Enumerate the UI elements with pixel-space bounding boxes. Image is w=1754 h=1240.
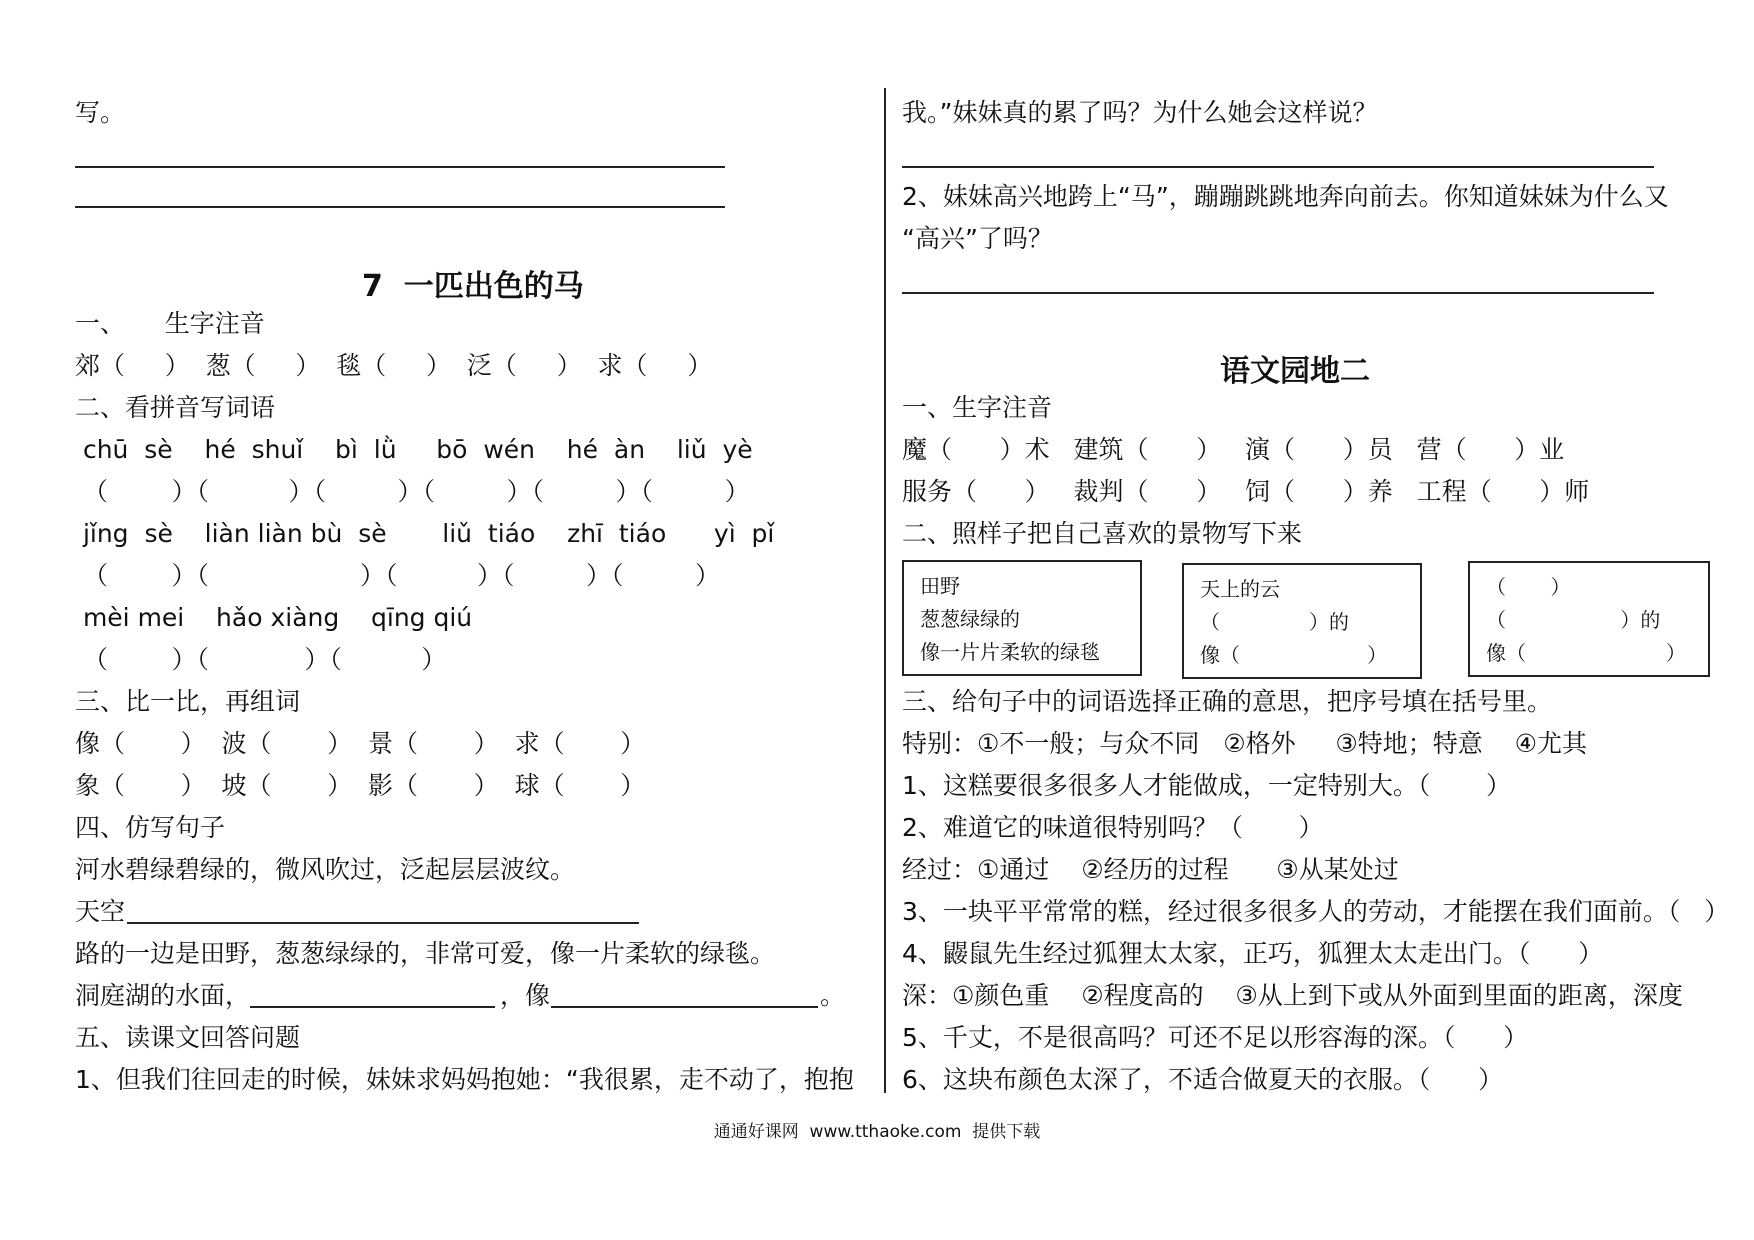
imitate-prompt: 天空 — [75, 897, 126, 926]
example-box — [902, 560, 1142, 676]
definition-row: 经过：①通过 ②经历的过程 ③从某处过 — [902, 855, 1399, 884]
box-text: 田野 — [920, 574, 960, 598]
box-text: 葱葱绿绿的 — [920, 607, 1020, 631]
imitate-prompt: 。 — [820, 981, 846, 1010]
section-heading: 一、生字注音 — [902, 393, 1053, 422]
fill-box — [1182, 563, 1422, 679]
question-text: 1、但我们往回走的时候，妹妹求妈妈抱她：“我很累，走不动了，抱抱 — [75, 1065, 854, 1094]
sentence-item: 3、一块平平常常的糕，经过很多很多人的劳动，才能摆在我们面前。（ ） — [902, 897, 1730, 926]
section-title: 语文园地二 — [1220, 354, 1370, 389]
sentence-item: 5、千丈，不是很高吗？可还不足以形容海的深。（ ） — [902, 1023, 1529, 1052]
fill-box — [1468, 561, 1710, 677]
sentence-item: 6、这块布颜色太深了，不适合做夏天的衣服。（ ） — [902, 1065, 1504, 1094]
answer-line — [250, 1006, 495, 1008]
question-text: 2、妹妹高兴地跨上“马”，蹦蹦跳跳地奔向前去。你知道妹妹为什么又 — [902, 182, 1669, 211]
section-heading: 二、照样子把自己喜欢的景物写下来 — [902, 519, 1303, 548]
pinyin-row: mèi mei hǎo xiàng qīng qiú — [75, 603, 473, 632]
box-text: （ ）的 — [1486, 608, 1661, 632]
blank-row: （ ）（ ）（ ）（ ）（ ）（ ） — [75, 477, 750, 506]
example-sentence: 河水碧绿碧绿的，微风吹过，泛起层层波纹。 — [75, 855, 576, 884]
box-text: 天上的云 — [1200, 577, 1280, 601]
answer-line — [127, 922, 639, 924]
example-sentence: 路的一边是田野，葱葱绿绿的，非常可爱，像一片柔软的绿毯。 — [75, 939, 776, 968]
box-text: 像（ ） — [1486, 641, 1686, 665]
question-text: “高兴”了吗？ — [902, 224, 1053, 253]
compare-row: 象（ ） 坡（ ） 影（ ） 球（ ） — [75, 771, 646, 800]
section-heading: 三、比一比，再组词 — [75, 687, 301, 716]
lesson-title: 7 一匹出色的马 — [362, 269, 584, 304]
box-text: （ ） — [1486, 575, 1571, 599]
pinyin-row: jǐng sè liàn liàn bù sè liǔ tiáo zhī tiáo yì pǐ — [75, 519, 775, 548]
definition-row: 特别：①不一般；与众不同 ②格外 ③特地；特意 ④尤其 — [902, 729, 1588, 758]
character-row: 服务（ ） 裁判（ ） 饲（ ）养 工程（ ）师 — [902, 477, 1590, 506]
page-footer: 通通好课网 www.tthaoke.com 提供下载 — [713, 1122, 1041, 1142]
pinyin-row: chū sè hé shuǐ bì lǜ bō wén hé àn liǔ yè — [75, 435, 753, 464]
blank-row: （ ）（ ）（ ） — [75, 645, 447, 674]
sentence-item: 2、难道它的味道很特别吗？（ ） — [902, 813, 1324, 842]
section-heading: 一、 生字注音 — [75, 309, 265, 338]
column-divider — [884, 88, 886, 1093]
answer-line — [902, 166, 1654, 168]
answer-line — [551, 1006, 818, 1008]
sentence-item: 4、鼹鼠先生经过狐狸太太家，正巧，狐狸太太走出门。（ ） — [902, 939, 1604, 968]
box-text: 像一片片柔软的绿毯 — [920, 640, 1100, 664]
section-heading: 五、读课文回答问题 — [75, 1023, 301, 1052]
imitate-prompt: 洞庭湖的水面， — [75, 981, 251, 1010]
blank-row: （ ）（ ）（ ）（ ）（ ） — [75, 561, 721, 590]
box-text: （ ）的 — [1200, 610, 1350, 634]
sentence-item: 1、这糕要很多很多人才能做成，一定特别大。（ ） — [902, 771, 1512, 800]
question-text: 我。”妹妹真的累了吗？为什么她会这样说？ — [902, 98, 1378, 127]
section-heading: 四、仿写句子 — [75, 813, 226, 842]
answer-line — [75, 166, 725, 168]
section-heading: 三、给句子中的词语选择正确的意思，把序号填在括号里。 — [902, 687, 1553, 716]
compare-row: 像（ ） 波（ ） 景（ ） 求（ ） — [75, 729, 646, 758]
imitate-prompt: ，像 — [500, 981, 551, 1010]
box-text: 像（ ） — [1200, 643, 1388, 667]
continued-text: 写。 — [75, 98, 126, 127]
section-heading: 二、看拼音写词语 — [75, 393, 276, 422]
character-row: 魔（ ）术 建筑（ ） 演（ ）员 营（ ）业 — [902, 435, 1565, 464]
character-row: 郊（ ） 葱（ ） 毯（ ） 泛（ ） 求（ ） — [75, 351, 713, 380]
answer-line — [902, 292, 1654, 294]
answer-line — [75, 206, 725, 208]
definition-row: 深：①颜色重 ②程度高的 ③从上到下或从外面到里面的距离，深度 — [902, 981, 1683, 1010]
